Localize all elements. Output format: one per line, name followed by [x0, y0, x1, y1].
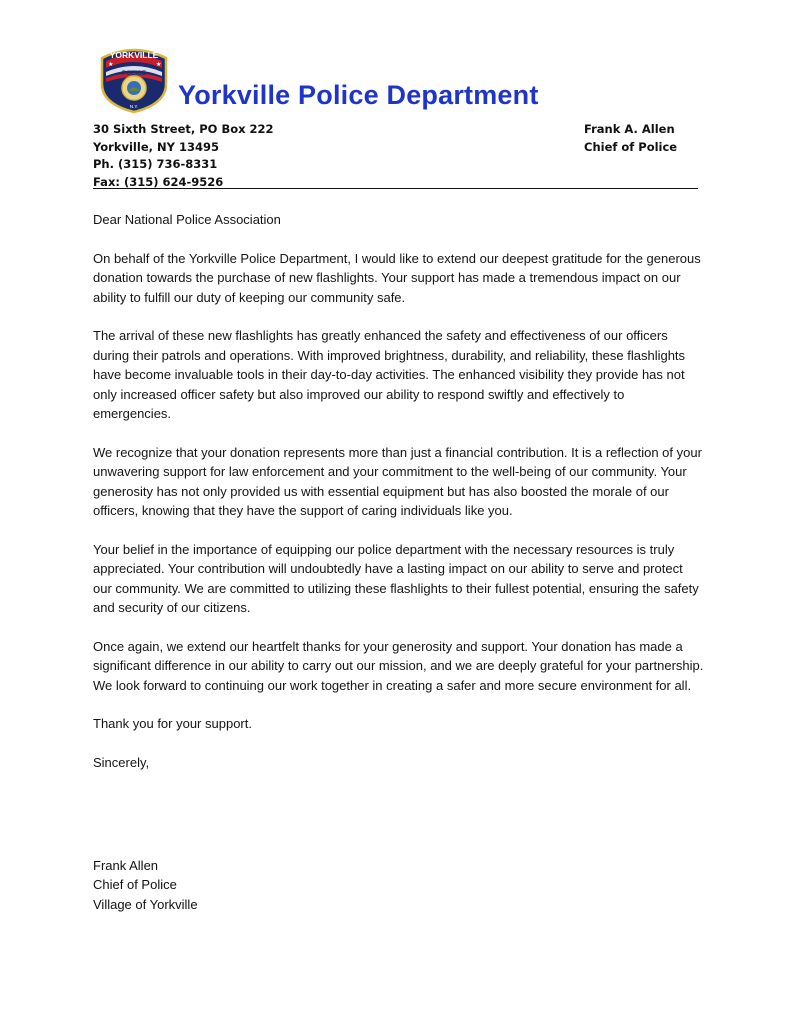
- department-address: [93, 121, 274, 191]
- closing: Sincerely,: [93, 755, 150, 771]
- svg-text:★: ★: [156, 61, 162, 68]
- body-paragraph: The arrival of these new flashlights has greatly enhanced the safety and effectiveness of our officers during their patrols and operations. With improved brightness, durability, and reliability, these flashlights have become invaluable tools in their day-to-day activities. The enhanced visibility they provide has not only increased officer safety but also improved our ability to respond swiftly and effectively to emergencies.: [93, 328, 686, 422]
- body-paragraph: We recognize that your donation represents more than just a financial contribution. It is a reflection of your unwavering support for law enforcement and your commitment to the well-being of our community. Your generosity has not only provided us with essential equipment but has also boosted the morale of our officers, knowing that they have the support of caring individuals like you.: [93, 444, 702, 519]
- signature-name: Frank Allen: [93, 858, 159, 873]
- thanks-line: Thank you for your support.: [93, 716, 252, 732]
- salutation: Dear National Police Association: [93, 212, 281, 227]
- chief-block: [584, 121, 677, 156]
- department-name: Yorkville Police Department: [178, 80, 539, 110]
- address-line: Ph. (315) 736-8331: [93, 157, 218, 171]
- body-paragraph: Your belief in the importance of equipping our police department with the necessary resources is truly appreciated. Your contribution will undoubtedly have a lasting impact on our ability to serve and protect our community. We are committed to utilizing these flashlights to their fullest potential, ensuring the safety and security of our citizens.: [93, 541, 699, 616]
- logo-text-top: YORKVILLE: [109, 50, 159, 60]
- letter-body: [93, 210, 705, 792]
- signature-title: Chief of Police: [93, 877, 177, 893]
- address-line: Fax: (315) 624-9526: [93, 174, 224, 189]
- signature-block: [93, 856, 198, 914]
- body-paragraph: Once again, we extend our heartfelt thanks for your generosity and support. Your donation has made a significant difference in our ability to carry out our mission, and we are deeply grateful for your partnership. We look forward to continuing our work together in creating a safer and more secure environment for all.: [93, 638, 704, 693]
- police-badge-logo: [96, 44, 172, 114]
- address-line: 30 Sixth Street, PO Box 222: [93, 122, 274, 136]
- signature-organization: Village of Yorkville: [93, 896, 198, 912]
- address-line: Yorkville, NY 13495: [93, 139, 219, 154]
- header-divider: [93, 188, 698, 189]
- logo-text-state: N.Y.: [129, 104, 139, 109]
- body-paragraph: On behalf of the Yorkville Police Department, I would like to extend our deepest gratitude for the generous donation towards the purchase of new flashlights. Your support has made a tremendous impact on our ability to fulfill our duty of keeping our community safe.: [93, 250, 701, 305]
- chief-name: Frank A. Allen: [584, 122, 675, 136]
- svg-text:★: ★: [108, 61, 114, 68]
- logo-text-bottom: POLICE: [121, 70, 147, 77]
- chief-title: Chief of Police: [584, 139, 678, 154]
